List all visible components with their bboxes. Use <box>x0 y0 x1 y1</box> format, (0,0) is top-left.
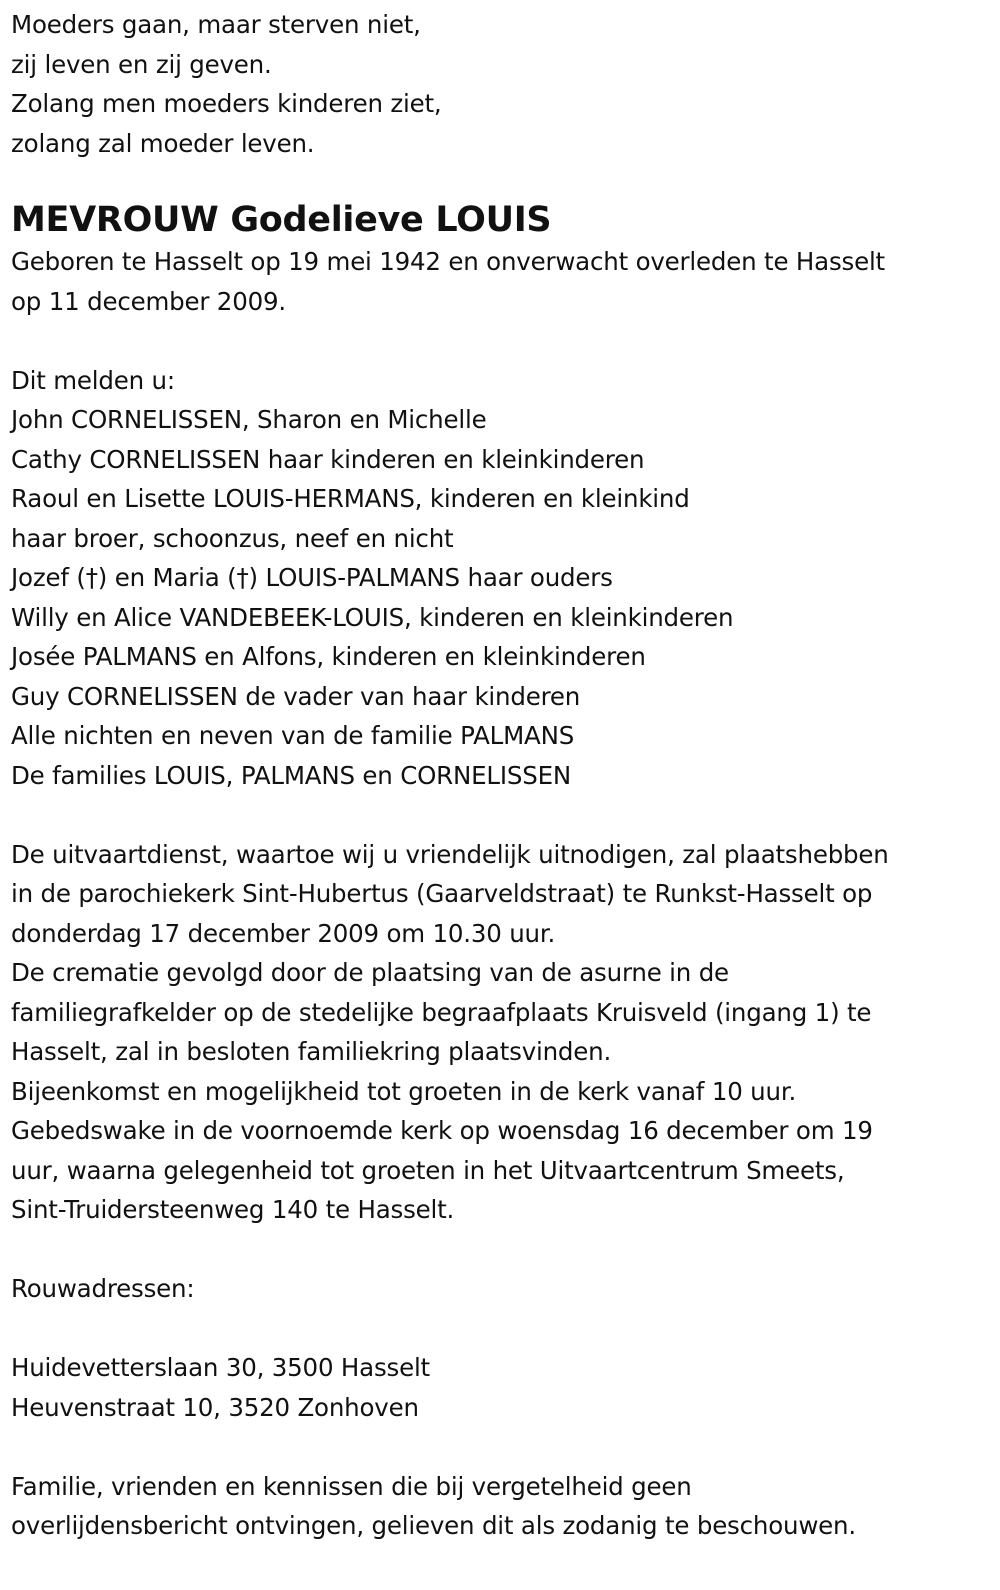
mourning-addresses <box>11 1269 1000 1427</box>
family-line: Cathy CORNELISSEN haar kinderen en kleinkinderen <box>11 444 645 474</box>
birth-death-line: Geboren te Hasselt op 19 mei 1942 en onverwacht overleden te Hasselt <box>11 247 885 276</box>
service-line: in de parochiekerk Sint-Hubertus (Gaarveldstraat) te Runkst-Hasselt op <box>11 879 873 908</box>
family-line: Guy CORNELISSEN de vader van haar kinderen <box>11 681 581 711</box>
memorial-poem <box>11 0 1000 163</box>
birth-death-line: op 11 december 2009. <box>11 286 286 316</box>
addresses-heading: Rouwadressen: <box>11 1274 195 1303</box>
family-section <box>11 361 1000 796</box>
address-line: Huidevetterslaan 30, 3500 Hasselt <box>11 1353 430 1382</box>
poem-line: Moeders gaan, maar sterven niet, <box>11 10 421 39</box>
family-line: John CORNELISSEN, Sharon en Michelle <box>11 405 487 434</box>
closing-note <box>11 1467 1000 1546</box>
closing-line: overlijdensbericht ontvingen, gelieven dit als zodanig te beschouwen. <box>11 1511 856 1540</box>
service-line: Sint-Truidersteenweg 140 te Hasselt. <box>11 1195 455 1224</box>
service-line: De uitvaartdienst, waartoe wij u vriendelijk uitnodigen, zal plaatshebben <box>11 839 889 869</box>
birth-death-info <box>11 242 1000 321</box>
announced-by-heading: Dit melden u: <box>11 365 175 395</box>
funeral-service-info <box>11 835 1000 1230</box>
family-line: Josée PALMANS en Alfons, kinderen en kleinkinderen <box>11 642 646 671</box>
family-line: Jozef (†) en Maria (†) LOUIS-PALMANS haar ouders <box>11 563 613 592</box>
service-line: Gebedswake in de voornoemde kerk op woensdag 16 december om 19 <box>11 1116 873 1145</box>
spacer <box>11 1427 1000 1467</box>
deceased-name: MEVROUW Godelieve LOUIS <box>11 200 552 240</box>
poem-line: Zolang men moeders kinderen ziet, <box>11 89 442 118</box>
closing-line: Familie, vrienden en kennissen die bij vergetelheid geen <box>11 1471 692 1501</box>
family-line: Willy en Alice VANDEBEEK-LOUIS, kinderen en kleinkinderen <box>11 602 734 632</box>
family-line: haar broer, schoonzus, neef en nicht <box>11 523 454 553</box>
spacer <box>11 795 1000 835</box>
family-line: De families LOUIS, PALMANS en CORNELISSEN <box>11 760 572 790</box>
poem-line: zolang zal moeder leven. <box>11 128 315 158</box>
poem-line: zij leven en zij geven. <box>11 49 272 79</box>
family-line: Alle nichten en neven van de familie PALMANS <box>11 721 575 750</box>
address-line: Heuvenstraat 10, 3520 Zonhoven <box>11 1392 419 1422</box>
service-line: familiegrafkelder op de stedelijke begraafplaats Kruisveld (ingang 1) te <box>11 997 872 1027</box>
spacer <box>11 1309 1000 1349</box>
family-line: Raoul en Lisette LOUIS-HERMANS, kinderen en kleinkind <box>11 484 690 513</box>
spacer <box>11 321 1000 361</box>
service-line: De crematie gevolgd door de plaatsing van de asurne in de <box>11 958 729 987</box>
service-line: Hasselt, zal in besloten familiekring plaatsvinden. <box>11 1037 612 1066</box>
service-line: Bijeenkomst en mogelijkheid tot groeten in de kerk vanaf 10 uur. <box>11 1076 797 1106</box>
service-line: donderdag 17 december 2009 om 10.30 uur. <box>11 918 556 948</box>
service-line: uur, waarna gelegenheid tot groeten in het Uitvaartcentrum Smeets, <box>11 1155 845 1185</box>
spacer <box>11 1230 1000 1270</box>
